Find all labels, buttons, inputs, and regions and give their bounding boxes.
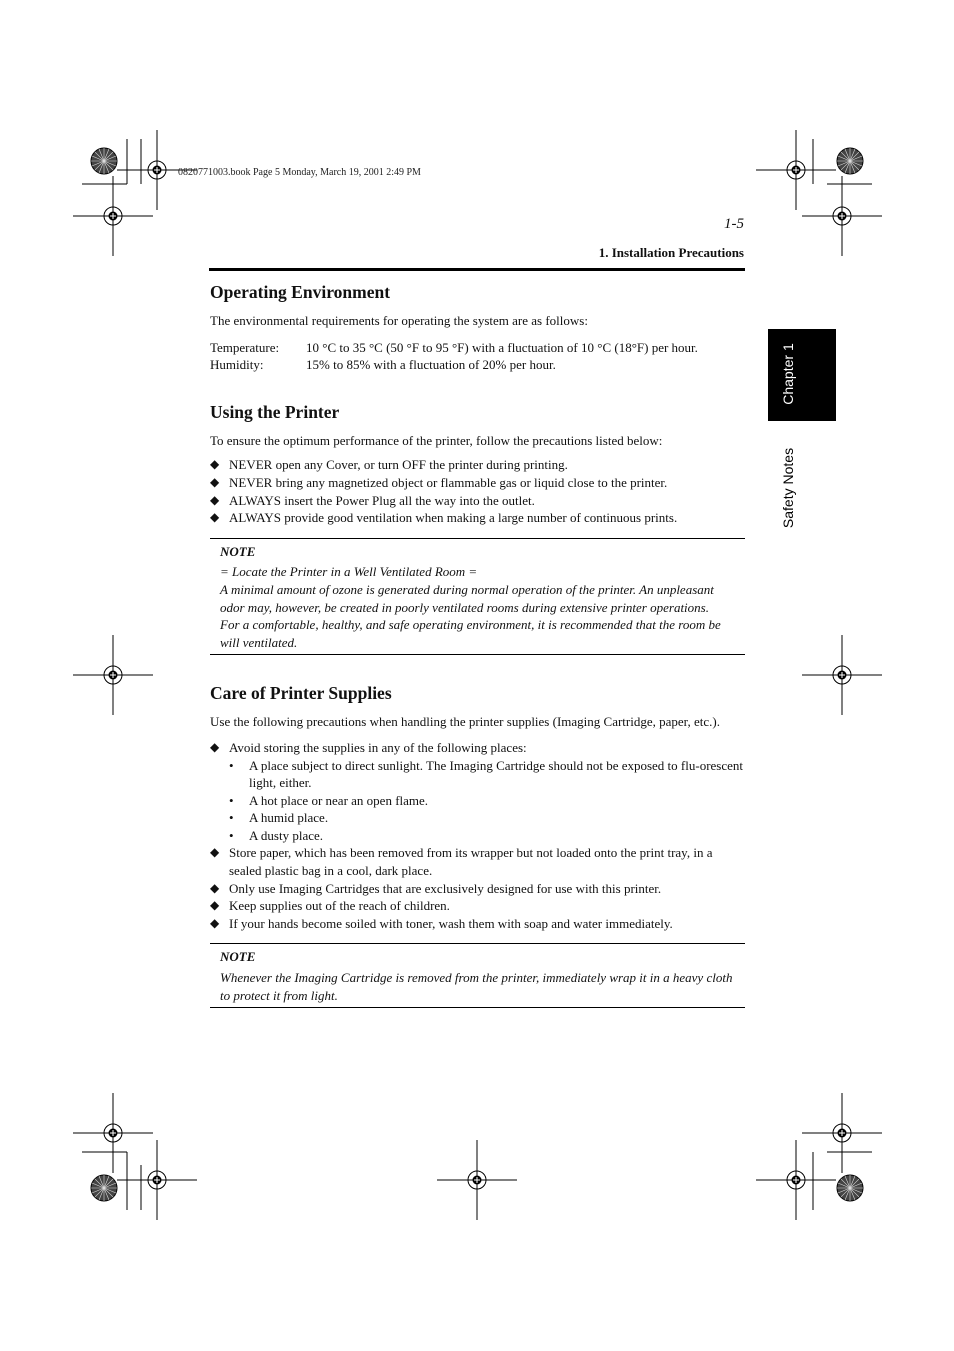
diamond-bullet-icon: ◆: [210, 474, 220, 489]
chapter-tab-label: Chapter 1: [780, 343, 796, 405]
sub-list-text: A place subject to direct sunlight. The Imaging Cartridge should not be exposed to flu-orescent light, either.: [249, 757, 743, 791]
registration-star-icon: [91, 148, 117, 174]
list-item-text: NEVER bring any magnetized object or flammable gas or liquid close to the printer.: [229, 474, 668, 490]
registration-target-icon: [437, 1140, 517, 1220]
section-intro: Use the following precautions when handling the printer supplies (Imaging Cartridge, paper, etc.).: [210, 714, 720, 730]
registration-target-icon: [73, 176, 153, 256]
registration-target-icon: [117, 1140, 197, 1220]
registration-target-icon: [756, 1140, 836, 1220]
diamond-bullet-icon: ◆: [210, 845, 220, 860]
registration-target-icon: [73, 635, 153, 715]
list-item: [210, 880, 745, 898]
spec-value: 10 °C to 35 °C (50 °F to 95 °F) with a fluctuation of 10 °C (18°F) per hour.: [306, 339, 698, 355]
sub-list-text: A hot place or near an open flame.: [249, 792, 429, 808]
section-tab-label: Safety Notes: [780, 447, 796, 529]
note-title: NOTE: [220, 949, 256, 965]
list-item-text: ALWAYS insert the Power Plug all the way into the outlet.: [229, 492, 535, 508]
note-box: [210, 943, 745, 1008]
spec-label: Humidity:: [210, 357, 264, 373]
section-intro: To ensure the optimum performance of the printer, follow the precautions listed below:: [210, 432, 663, 448]
registration-target-icon: [756, 130, 836, 210]
diamond-bullet-icon: ◆: [210, 739, 220, 754]
diamond-bullet-icon: ◆: [210, 898, 220, 913]
sub-list-item: [229, 757, 745, 792]
sub-list-text: A dusty place.: [249, 827, 324, 843]
spec-row: [210, 339, 745, 357]
registration-target-icon: [802, 176, 882, 256]
precaution-list: [210, 456, 745, 526]
spec-label: Temperature:: [210, 339, 280, 355]
list-item: [210, 509, 745, 527]
list-item: [210, 456, 745, 474]
registration-target-icon: [73, 1093, 153, 1173]
bullet-dot-icon: •: [229, 810, 234, 826]
spec-list: [210, 339, 745, 374]
section-heading: Operating Environment: [210, 282, 391, 302]
list-item-text: Keep supplies out of the reach of children.: [229, 898, 450, 914]
list-item: [210, 915, 745, 933]
header-rule: [209, 268, 745, 271]
sub-list-item: [229, 792, 745, 810]
list-item-text: Store paper, which has been removed from its wrapper but not loaded onto the print tray, in a sealed plastic bag in a cool, dark place.: [229, 845, 713, 879]
sub-list-item: [229, 809, 745, 827]
list-item: [210, 492, 745, 510]
registration-target-icon: [802, 1093, 882, 1173]
note-line: = Locate the Printer in a Well Ventilated Room =: [220, 564, 478, 580]
diamond-bullet-icon: ◆: [210, 915, 220, 930]
sub-list-text: A humid place.: [249, 810, 329, 826]
list-item-text: NEVER open any Cover, or turn OFF the printer during printing.: [229, 457, 568, 473]
sub-list: [229, 757, 745, 845]
list-item-text: Avoid storing the supplies in any of the following places:: [229, 739, 527, 755]
list-item-text: If your hands become soiled with toner, wash them with soap and water immediately.: [229, 915, 673, 931]
list-item: [210, 844, 745, 879]
chapter-tab: [768, 329, 836, 421]
print-header: 0820771003.book Page 5 Monday, March 19, 2001 2:49 PM: [178, 167, 421, 178]
note-line: For a comfortable, healthy, and safe operating environment, it is recommended that the room be will ventilated.: [220, 617, 721, 650]
operating-environment-section: [210, 280, 745, 374]
section-heading: Care of Printer Supplies: [210, 683, 392, 704]
note-line: A minimal amount of ozone is generated during normal operation of the printer. An unpleasant odor may, however, be created in poorly ventilated rooms during extensive printer operations.: [220, 581, 714, 615]
sub-list-item: [229, 827, 745, 845]
list-item-text: ALWAYS provide good ventilation when making a large number of continuous prints.: [229, 510, 678, 526]
list-item: [210, 897, 745, 915]
spec-value: 15% to 85% with a fluctuation of 20% per hour.: [306, 357, 556, 373]
section-heading: Using the Printer: [210, 401, 340, 422]
using-printer-section: [210, 400, 745, 656]
registration-star-icon: [837, 1175, 863, 1201]
diamond-bullet-icon: ◆: [210, 880, 220, 895]
bullet-dot-icon: •: [229, 757, 234, 773]
note-box: [210, 538, 745, 656]
note-title: NOTE: [220, 543, 256, 559]
list-item: [210, 739, 745, 845]
spec-row: [210, 356, 745, 374]
section-intro: The environmental requirements for operating the system are as follows:: [210, 313, 588, 328]
registration-star-icon: [91, 1175, 117, 1201]
list-item: [210, 474, 745, 492]
page-number: 1-5: [724, 216, 744, 232]
precaution-list: [210, 739, 745, 933]
diamond-bullet-icon: ◆: [210, 457, 220, 472]
running-head: 1. Installation Precautions: [598, 245, 744, 260]
note-text: Whenever the Imaging Cartridge is removed from the printer, immediately wrap it in a heavy cloth to protect it from light.: [220, 970, 733, 1003]
registration-target-icon: [802, 635, 882, 715]
diamond-bullet-icon: ◆: [210, 492, 220, 507]
bullet-dot-icon: •: [229, 792, 234, 808]
page-body: [210, 280, 745, 1008]
registration-star-icon: [837, 148, 863, 174]
list-item-text: Only use Imaging Cartridges that are exclusively designed for use with this printer.: [229, 880, 662, 896]
diamond-bullet-icon: ◆: [210, 510, 220, 525]
care-supplies-section: [210, 681, 745, 1008]
bullet-dot-icon: •: [229, 827, 234, 843]
